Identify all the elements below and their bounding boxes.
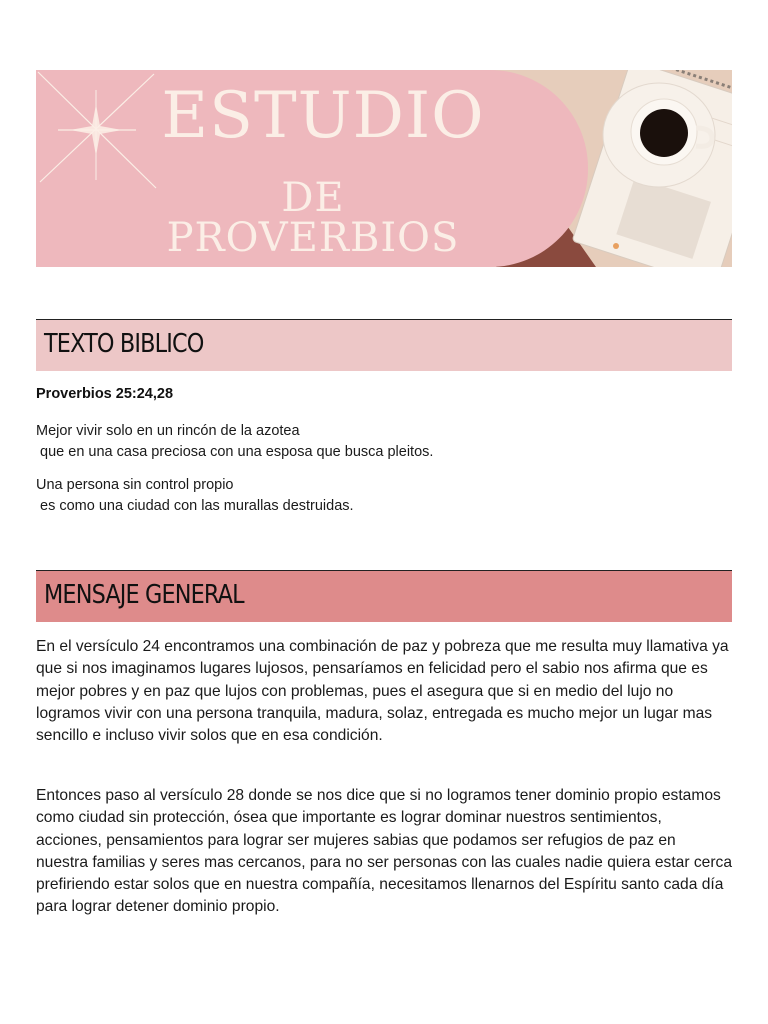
message-paragraph: Entonces paso al versículo 28 donde se nos dice que si no logramos tener dominio propio estamos como ciudad sin protección, ósea que importante es lograr dominar nuestros sentimientos, acciones, pensamientos para lograr ser mujeres sabias que podamos ser refugios de paz en nuestra familias y seres mas cercanos, para no ser personas con las cuales nadie quiera estar cerca prefiriendo estar solos que en nuestra compañía, necesitamos llenarnos del Espíritu santo cada día para lograr detener dominio propio.: [36, 787, 733, 916]
banner-subtitle: DE PROVERBIOS: [166, 175, 460, 261]
section-heading: TEXTO BIBLICO: [44, 329, 204, 359]
banner-title: ESTUDIO: [161, 79, 485, 153]
verse-text: Mejor vivir solo en un rincón de la azotea que en una casa preciosa con una esposa que busca pleitos.: [36, 423, 434, 460]
verse-reference: Proverbios 25:24,28: [36, 386, 174, 402]
section-heading: MENSAJE GENERAL: [44, 580, 244, 610]
verse-text: Una persona sin control propio es como una ciudad con las murallas destruidas.: [36, 477, 354, 514]
section-texto-biblico: [36, 319, 732, 371]
message-paragraph: En el versículo 24 encontramos una combinación de paz y pobreza que me resulta muy llamativa ya que si nos imaginamos lugares lujosos, pensaríamos en felicidad pero el sabio nos afirma que es mejor pobres y en paz que lujos con problemas, pues el asegura que si en medio del lujo no logramos vivir con una persona tranquila, madura, solaz, entregada es mucho mejor un lugar mas sencillo e incluso vivir solos que en esa condición.: [36, 638, 729, 745]
section-mensaje-general: [36, 570, 732, 622]
header-banner: [36, 70, 732, 267]
